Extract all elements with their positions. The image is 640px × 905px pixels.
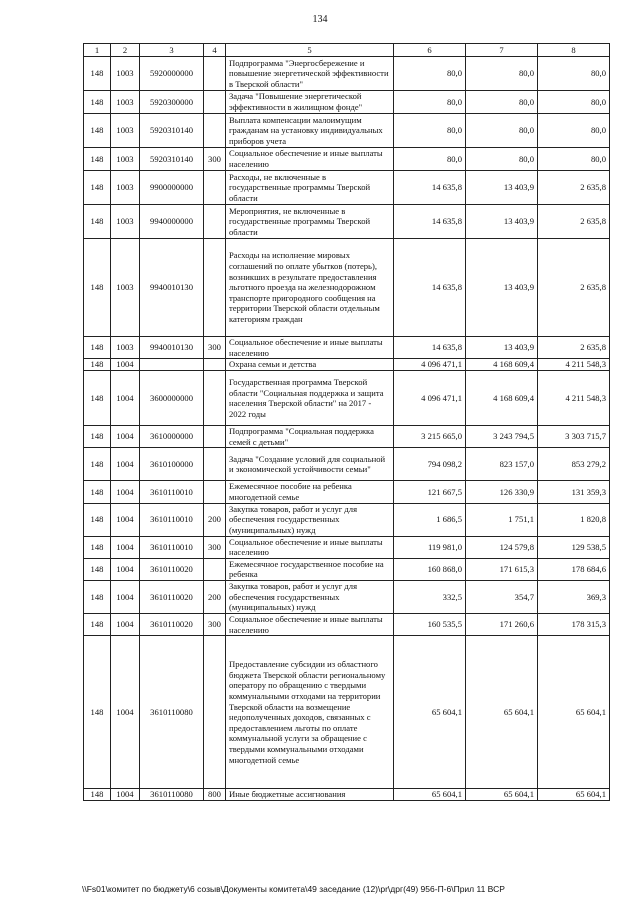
row-name: Ежемесячное государственное пособие на ребенка bbox=[226, 558, 394, 580]
row-target-code: 3610000000 bbox=[140, 426, 204, 448]
table-row bbox=[84, 171, 610, 205]
row-expense-type bbox=[204, 114, 226, 148]
row-value-col7: 13 403,9 bbox=[466, 205, 538, 239]
row-name: Социальное обеспечение и иные выплаты населению bbox=[226, 148, 394, 171]
row-value-col7: 80,0 bbox=[466, 148, 538, 171]
row-target-code: 3610110080 bbox=[140, 789, 204, 801]
row-target-code: 5920300000 bbox=[140, 91, 204, 114]
row-subsection-code: 1004 bbox=[111, 536, 140, 558]
row-value-col6: 4 096 471,1 bbox=[394, 371, 466, 426]
row-value-col6: 14 635,8 bbox=[394, 239, 466, 337]
row-name: Подпрограмма "Энергосбережение и повышение энергетической эффективности в Тверской области" bbox=[226, 57, 394, 91]
row-value-col6: 160 868,0 bbox=[394, 558, 466, 580]
row-name: Социальное обеспечение и иные выплаты населению bbox=[226, 613, 394, 635]
row-value-col7: 4 168 609,4 bbox=[466, 371, 538, 426]
row-value-col6: 65 604,1 bbox=[394, 636, 466, 789]
row-section-code: 148 bbox=[84, 613, 111, 635]
row-value-col8: 80,0 bbox=[538, 91, 610, 114]
row-subsection-code: 1004 bbox=[111, 580, 140, 613]
table-row bbox=[84, 580, 610, 613]
row-value-col6: 80,0 bbox=[394, 57, 466, 91]
column-header: 8 bbox=[538, 44, 610, 57]
row-expense-type bbox=[204, 205, 226, 239]
row-expense-type: 300 bbox=[204, 337, 226, 359]
row-expense-type bbox=[204, 426, 226, 448]
row-value-col8: 80,0 bbox=[538, 114, 610, 148]
row-section-code: 148 bbox=[84, 481, 111, 503]
row-value-col8: 2 635,8 bbox=[538, 337, 610, 359]
row-expense-type bbox=[204, 481, 226, 503]
row-expense-type: 200 bbox=[204, 503, 226, 536]
row-value-col7: 171 260,6 bbox=[466, 613, 538, 635]
row-value-col8: 80,0 bbox=[538, 57, 610, 91]
row-value-col7: 13 403,9 bbox=[466, 239, 538, 337]
row-value-col6: 80,0 bbox=[394, 91, 466, 114]
row-value-col7: 3 243 794,5 bbox=[466, 426, 538, 448]
row-value-col8: 2 635,8 bbox=[538, 239, 610, 337]
row-section-code: 148 bbox=[84, 789, 111, 801]
row-value-col6: 332,5 bbox=[394, 580, 466, 613]
row-value-col8: 3 303 715,7 bbox=[538, 426, 610, 448]
table-row bbox=[84, 114, 610, 148]
table-row bbox=[84, 426, 610, 448]
row-name: Ежемесячное пособие на ребенка многодетной семье bbox=[226, 481, 394, 503]
row-name: Закупка товаров, работ и услуг для обеспечения государственных (муниципальных) нужд bbox=[226, 580, 394, 613]
row-section-code: 148 bbox=[84, 114, 111, 148]
row-subsection-code: 1004 bbox=[111, 789, 140, 801]
budget-table bbox=[83, 43, 610, 801]
table-row bbox=[84, 359, 610, 371]
row-value-col8: 178 315,3 bbox=[538, 613, 610, 635]
row-target-code: 3610110080 bbox=[140, 636, 204, 789]
row-expense-type bbox=[204, 448, 226, 481]
row-name: Государственная программа Тверской области "Социальная поддержка и защита населения Тверской области" на 2017 - 2022 годы bbox=[226, 371, 394, 426]
row-target-code: 5920310140 bbox=[140, 148, 204, 171]
row-subsection-code: 1004 bbox=[111, 558, 140, 580]
row-value-col6: 3 215 665,0 bbox=[394, 426, 466, 448]
row-subsection-code: 1003 bbox=[111, 148, 140, 171]
row-section-code: 148 bbox=[84, 636, 111, 789]
row-value-col6: 14 635,8 bbox=[394, 171, 466, 205]
row-value-col7: 171 615,3 bbox=[466, 558, 538, 580]
row-target-code: 3600000000 bbox=[140, 371, 204, 426]
row-name: Охрана семьи и детства bbox=[226, 359, 394, 371]
row-name: Закупка товаров, работ и услуг для обеспечения государственных (муниципальных) нужд bbox=[226, 503, 394, 536]
row-value-col6: 4 096 471,1 bbox=[394, 359, 466, 371]
row-value-col7: 1 751,1 bbox=[466, 503, 538, 536]
row-expense-type bbox=[204, 57, 226, 91]
row-value-col8: 1 820,8 bbox=[538, 503, 610, 536]
row-value-col8: 129 538,5 bbox=[538, 536, 610, 558]
column-header: 1 bbox=[84, 44, 111, 57]
column-header: 2 bbox=[111, 44, 140, 57]
footer-file-path: \\Fs01\комитет по бюджету\6 созыв\Документы комитета\49 заседание (12)\pr\дрг(49) 956-П-6\Прил 11 ВСР bbox=[82, 884, 505, 894]
table-row bbox=[84, 536, 610, 558]
row-target-code: 3610110010 bbox=[140, 503, 204, 536]
row-target-code: 9940010130 bbox=[140, 337, 204, 359]
table-row bbox=[84, 148, 610, 171]
row-value-col8: 4 211 548,3 bbox=[538, 371, 610, 426]
row-subsection-code: 1003 bbox=[111, 91, 140, 114]
row-value-col8: 65 604,1 bbox=[538, 789, 610, 801]
row-target-code: 3610110020 bbox=[140, 558, 204, 580]
row-section-code: 148 bbox=[84, 171, 111, 205]
table-row bbox=[84, 448, 610, 481]
table-row bbox=[84, 371, 610, 426]
header-row bbox=[84, 44, 610, 57]
row-value-col8: 2 635,8 bbox=[538, 171, 610, 205]
row-section-code: 148 bbox=[84, 91, 111, 114]
row-subsection-code: 1004 bbox=[111, 613, 140, 635]
row-value-col8: 178 684,6 bbox=[538, 558, 610, 580]
row-subsection-code: 1004 bbox=[111, 448, 140, 481]
row-value-col6: 794 098,2 bbox=[394, 448, 466, 481]
table-body bbox=[84, 57, 610, 801]
row-value-col6: 160 535,5 bbox=[394, 613, 466, 635]
row-value-col6: 119 981,0 bbox=[394, 536, 466, 558]
row-value-col8: 131 359,3 bbox=[538, 481, 610, 503]
row-value-col7: 80,0 bbox=[466, 91, 538, 114]
row-expense-type: 300 bbox=[204, 613, 226, 635]
row-subsection-code: 1003 bbox=[111, 114, 140, 148]
row-target-code: 3610110020 bbox=[140, 580, 204, 613]
row-value-col8: 369,3 bbox=[538, 580, 610, 613]
row-value-col6: 14 635,8 bbox=[394, 205, 466, 239]
table-row bbox=[84, 57, 610, 91]
row-value-col6: 121 667,5 bbox=[394, 481, 466, 503]
row-subsection-code: 1003 bbox=[111, 171, 140, 205]
row-section-code: 148 bbox=[84, 426, 111, 448]
table-row bbox=[84, 636, 610, 789]
row-target-code: 9900000000 bbox=[140, 171, 204, 205]
table-row bbox=[84, 337, 610, 359]
table-row bbox=[84, 789, 610, 801]
row-name: Выплата компенсации малоимущим гражданам на установку индивидуальных приборов учета bbox=[226, 114, 394, 148]
row-expense-type: 300 bbox=[204, 148, 226, 171]
row-value-col8: 4 211 548,3 bbox=[538, 359, 610, 371]
page-number: 134 bbox=[312, 14, 328, 25]
row-value-col7: 126 330,9 bbox=[466, 481, 538, 503]
row-value-col8: 853 279,2 bbox=[538, 448, 610, 481]
row-value-col7: 65 604,1 bbox=[466, 636, 538, 789]
row-expense-type bbox=[204, 558, 226, 580]
row-expense-type bbox=[204, 636, 226, 789]
row-value-col7: 13 403,9 bbox=[466, 171, 538, 205]
row-name: Расходы на исполнение мировых соглашений по оплате убытков (потерь), возникших в результате предоставления льготного проезда на железнодорожном транспорте пригородного сообщения на территории Тверской области отдельным категориям граждан bbox=[226, 239, 394, 337]
row-expense-type bbox=[204, 239, 226, 337]
row-section-code: 148 bbox=[84, 359, 111, 371]
row-name: Иные бюджетные ассигнования bbox=[226, 789, 394, 801]
row-subsection-code: 1004 bbox=[111, 359, 140, 371]
table-row bbox=[84, 481, 610, 503]
row-expense-type bbox=[204, 171, 226, 205]
row-subsection-code: 1004 bbox=[111, 371, 140, 426]
row-value-col8: 80,0 bbox=[538, 148, 610, 171]
row-section-code: 148 bbox=[84, 371, 111, 426]
row-target-code: 5920000000 bbox=[140, 57, 204, 91]
row-section-code: 148 bbox=[84, 558, 111, 580]
row-subsection-code: 1004 bbox=[111, 481, 140, 503]
row-value-col7: 80,0 bbox=[466, 114, 538, 148]
column-header: 5 bbox=[226, 44, 394, 57]
row-section-code: 148 bbox=[84, 503, 111, 536]
row-expense-type bbox=[204, 91, 226, 114]
row-target-code: 3610100000 bbox=[140, 448, 204, 481]
row-name: Предоставление субсидии из областного бюджета Тверской области региональному оператору по обращению с твердыми коммунальными отходами на территории Тверской области на возмещение недополученных доходов, связанных с предоставлением льготы по оплате коммунальной услуги за обращение с твердыми коммунальными отходами многодетной семье bbox=[226, 636, 394, 789]
row-name: Социальное обеспечение и иные выплаты населению bbox=[226, 536, 394, 558]
row-section-code: 148 bbox=[84, 536, 111, 558]
row-name: Задача "Повышение энергетической эффективности в жилищном фонде" bbox=[226, 91, 394, 114]
row-subsection-code: 1003 bbox=[111, 239, 140, 337]
row-expense-type bbox=[204, 371, 226, 426]
row-name: Расходы, не включенные в государственные программы Тверской области bbox=[226, 171, 394, 205]
table-row bbox=[84, 613, 610, 635]
row-section-code: 148 bbox=[84, 205, 111, 239]
row-value-col7: 4 168 609,4 bbox=[466, 359, 538, 371]
row-expense-type: 300 bbox=[204, 536, 226, 558]
row-subsection-code: 1004 bbox=[111, 503, 140, 536]
row-subsection-code: 1003 bbox=[111, 57, 140, 91]
row-value-col8: 2 635,8 bbox=[538, 205, 610, 239]
row-target-code: 9940010130 bbox=[140, 239, 204, 337]
row-target-code: 9940000000 bbox=[140, 205, 204, 239]
row-value-col6: 1 686,5 bbox=[394, 503, 466, 536]
row-section-code: 148 bbox=[84, 337, 111, 359]
table-row bbox=[84, 205, 610, 239]
column-header: 6 bbox=[394, 44, 466, 57]
table-row bbox=[84, 558, 610, 580]
row-expense-type: 800 bbox=[204, 789, 226, 801]
row-value-col7: 13 403,9 bbox=[466, 337, 538, 359]
row-value-col7: 80,0 bbox=[466, 57, 538, 91]
column-header: 3 bbox=[140, 44, 204, 57]
row-value-col7: 65 604,1 bbox=[466, 789, 538, 801]
row-target-code bbox=[140, 359, 204, 371]
row-section-code: 148 bbox=[84, 580, 111, 613]
row-expense-type bbox=[204, 359, 226, 371]
row-section-code: 148 bbox=[84, 148, 111, 171]
row-section-code: 148 bbox=[84, 448, 111, 481]
row-name: Задача "Создание условий для социальной и экономической устойчивости семьи" bbox=[226, 448, 394, 481]
row-section-code: 148 bbox=[84, 239, 111, 337]
row-value-col6: 80,0 bbox=[394, 114, 466, 148]
row-value-col6: 80,0 bbox=[394, 148, 466, 171]
row-name: Социальное обеспечение и иные выплаты населению bbox=[226, 337, 394, 359]
row-subsection-code: 1003 bbox=[111, 205, 140, 239]
row-target-code: 3610110020 bbox=[140, 613, 204, 635]
column-header: 7 bbox=[466, 44, 538, 57]
table-row bbox=[84, 91, 610, 114]
row-target-code: 3610110010 bbox=[140, 481, 204, 503]
row-value-col7: 354,7 bbox=[466, 580, 538, 613]
row-section-code: 148 bbox=[84, 57, 111, 91]
table-row bbox=[84, 239, 610, 337]
row-value-col7: 124 579,8 bbox=[466, 536, 538, 558]
row-value-col7: 823 157,0 bbox=[466, 448, 538, 481]
row-name: Подпрограмма "Социальная поддержка семей с детьми" bbox=[226, 426, 394, 448]
row-name: Мероприятия, не включенные в государственные программы Тверской области bbox=[226, 205, 394, 239]
row-subsection-code: 1003 bbox=[111, 337, 140, 359]
row-expense-type: 200 bbox=[204, 580, 226, 613]
row-target-code: 3610110010 bbox=[140, 536, 204, 558]
row-value-col6: 14 635,8 bbox=[394, 337, 466, 359]
row-subsection-code: 1004 bbox=[111, 636, 140, 789]
row-value-col6: 65 604,1 bbox=[394, 789, 466, 801]
table-row bbox=[84, 503, 610, 536]
column-header: 4 bbox=[204, 44, 226, 57]
row-target-code: 5920310140 bbox=[140, 114, 204, 148]
row-value-col8: 65 604,1 bbox=[538, 636, 610, 789]
row-subsection-code: 1004 bbox=[111, 426, 140, 448]
